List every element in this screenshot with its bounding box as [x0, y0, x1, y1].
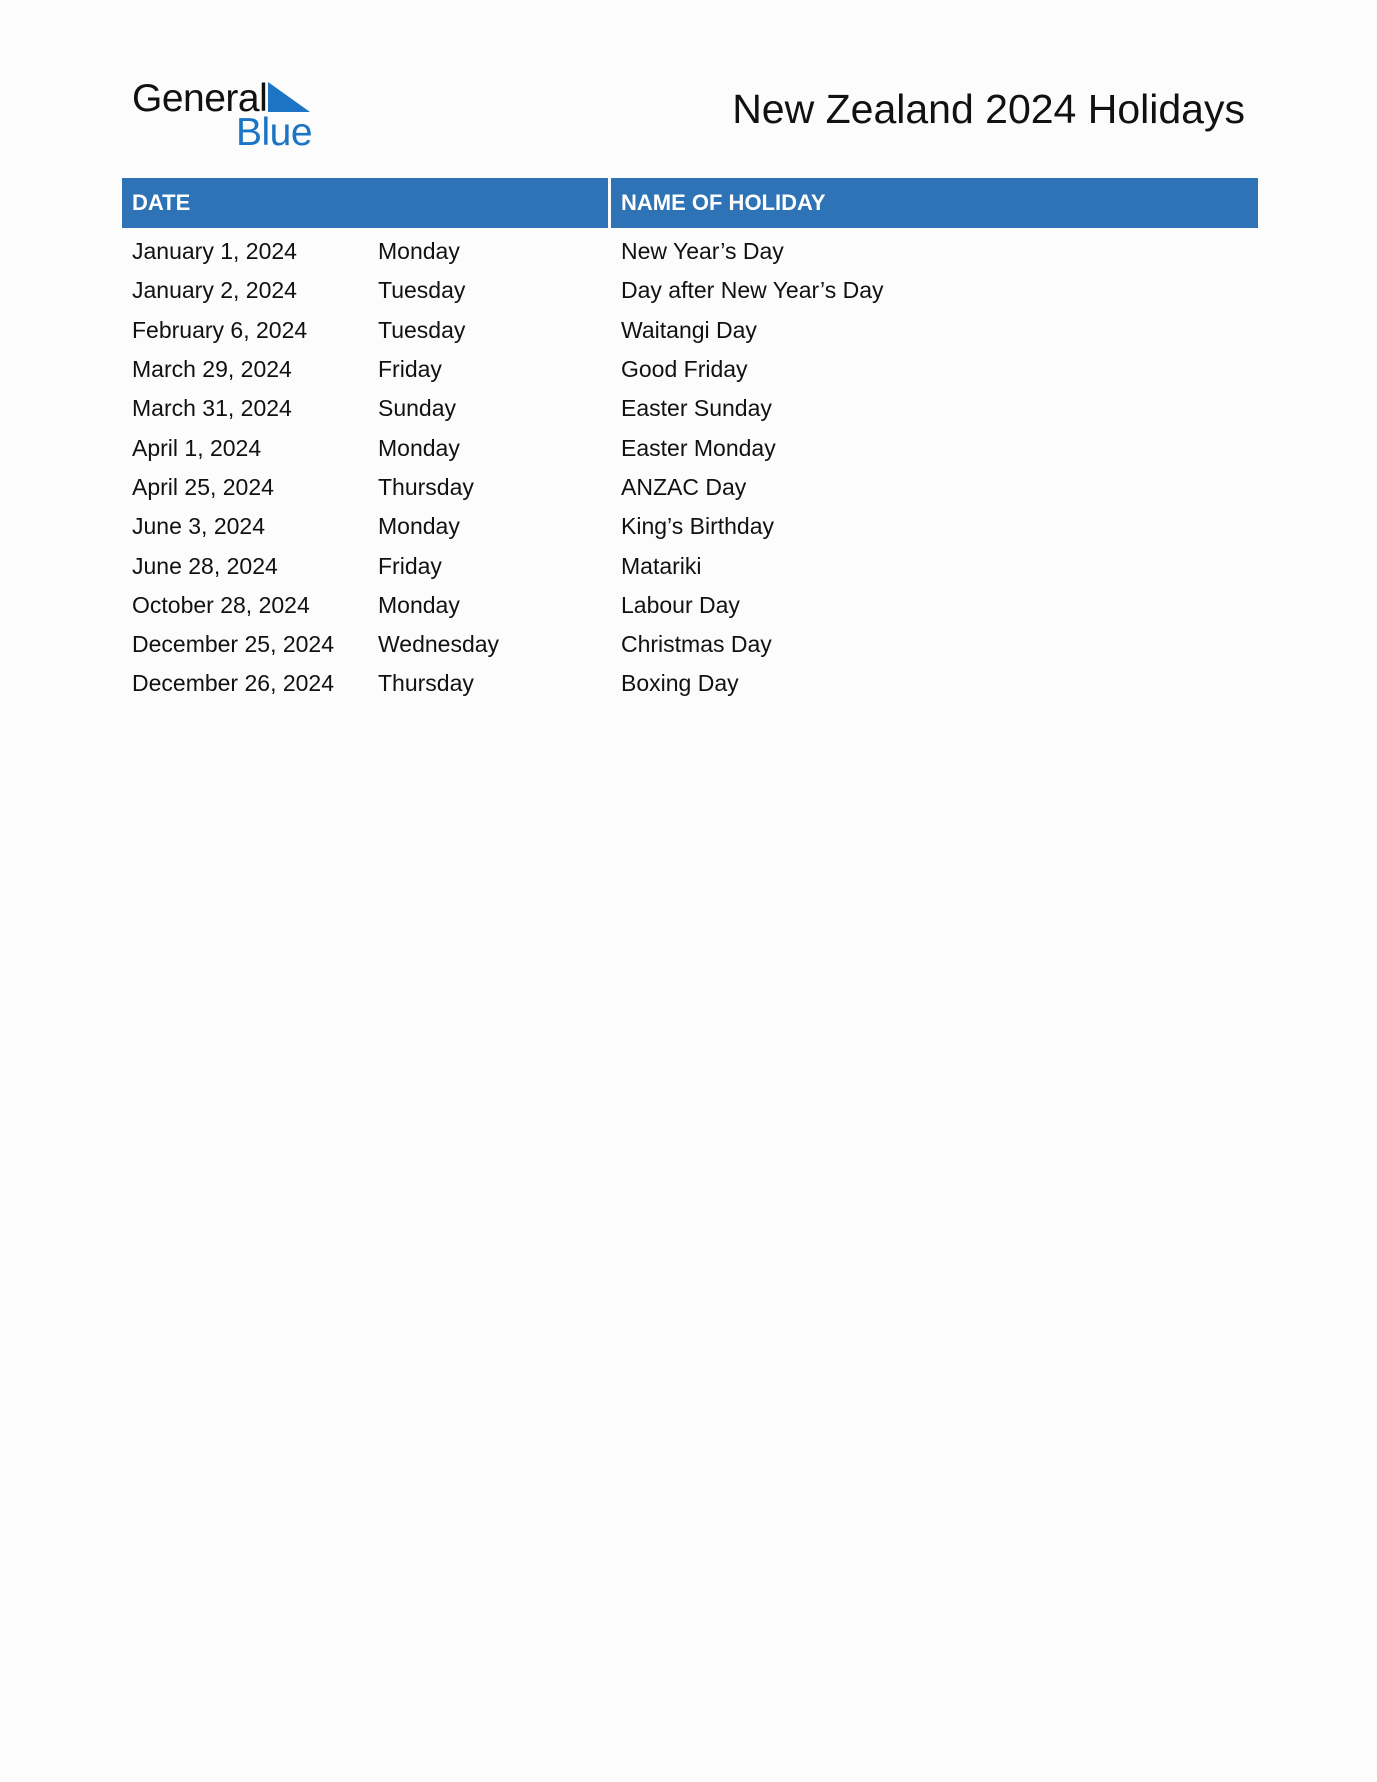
holiday-date: March 29, 2024	[132, 356, 292, 383]
holiday-date: October 28, 2024	[132, 591, 310, 618]
table-row	[122, 586, 1258, 625]
holiday-date: March 31, 2024	[132, 395, 292, 422]
table-header	[122, 178, 1258, 228]
holiday-weekday: Thursday	[378, 670, 474, 697]
holiday-date: January 1, 2024	[132, 238, 297, 265]
holiday-weekday: Monday	[378, 591, 460, 618]
holiday-weekday: Sunday	[378, 395, 457, 422]
brand-logo	[132, 76, 332, 154]
table-row	[122, 664, 1258, 703]
table-body	[122, 232, 1258, 704]
logo-word-general: General	[132, 77, 268, 120]
holiday-name: Easter Monday	[621, 434, 776, 461]
holiday-weekday: Friday	[378, 552, 442, 579]
table-row	[122, 350, 1258, 389]
table-row	[122, 271, 1258, 310]
holiday-name: Easter Sunday	[621, 395, 772, 422]
holiday-weekday: Tuesday	[378, 277, 466, 304]
holiday-date: December 25, 2024	[132, 631, 335, 658]
holiday-name: Boxing Day	[621, 670, 739, 697]
holiday-name: Good Friday	[621, 356, 748, 383]
table-row	[122, 389, 1258, 428]
holiday-name: ANZAC Day	[621, 473, 747, 500]
table-row	[122, 468, 1258, 507]
table-row	[122, 546, 1258, 585]
holiday-name: Waitangi Day	[621, 316, 757, 343]
holidays-table	[122, 178, 1258, 704]
holiday-weekday: Wednesday	[378, 631, 500, 658]
holiday-weekday: Friday	[378, 356, 442, 383]
table-row	[122, 311, 1258, 350]
holiday-date: April 25, 2024	[132, 473, 274, 500]
holiday-weekday: Monday	[378, 238, 460, 265]
holiday-weekday: Monday	[378, 434, 460, 461]
logo-triangle-icon	[268, 82, 310, 112]
holiday-weekday: Monday	[378, 513, 460, 540]
holiday-name: Day after New Year’s Day	[621, 277, 884, 304]
table-row	[122, 428, 1258, 467]
holiday-name: Christmas Day	[621, 631, 772, 658]
holiday-date: June 28, 2024	[132, 552, 278, 579]
holiday-name: Matariki	[621, 552, 702, 579]
holiday-date: February 6, 2024	[132, 316, 308, 343]
holiday-weekday: Tuesday	[378, 316, 466, 343]
column-header-date: DATE	[122, 178, 608, 228]
holiday-weekday: Thursday	[378, 473, 474, 500]
column-header-holiday-name: NAME OF HOLIDAY	[611, 178, 1258, 228]
table-row	[122, 625, 1258, 664]
logo-word-blue: Blue	[236, 111, 313, 154]
holiday-date: June 3, 2024	[132, 513, 266, 540]
holiday-name: Labour Day	[621, 591, 740, 618]
page-title: New Zealand 2024 Holidays	[732, 86, 1245, 132]
holiday-date: January 2, 2024	[132, 277, 297, 304]
holiday-date: April 1, 2024	[132, 434, 262, 461]
holiday-name: King’s Birthday	[621, 513, 774, 540]
holiday-date: December 26, 2024	[132, 670, 335, 697]
table-row	[122, 507, 1258, 546]
table-row	[122, 232, 1258, 271]
holiday-name: New Year’s Day	[621, 238, 784, 265]
